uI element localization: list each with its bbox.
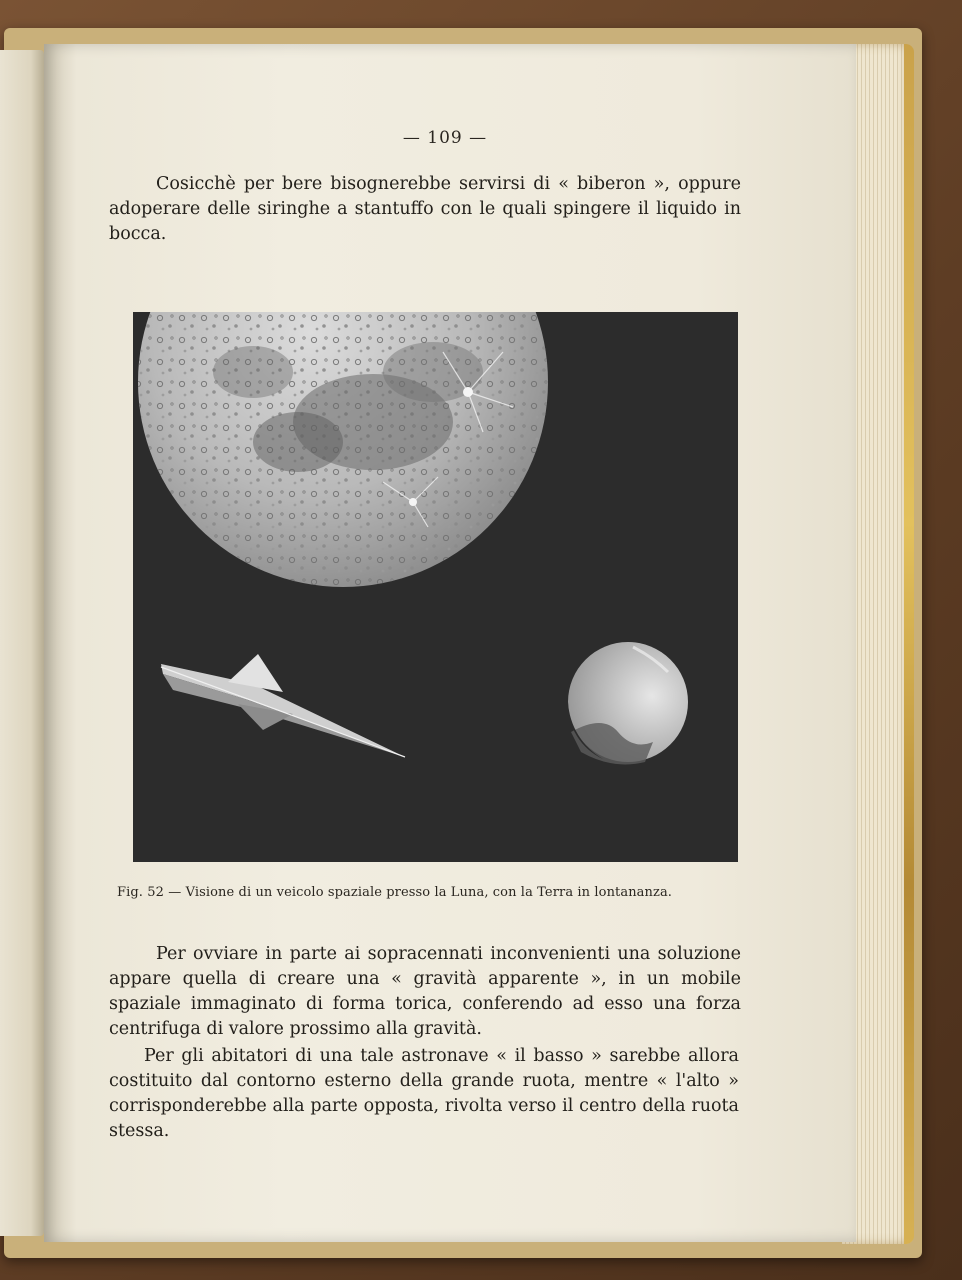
paragraph-3: Per gli abitatori di una tale astronave « il basso » sarebbe allora costituito dal contorno esterno della grande ruota, mentre « l'alto » corrisponderebbe alla parte opposta, rivolta verso il centro della ruota stessa. <box>109 1046 739 1141</box>
figure-illustration <box>133 312 738 862</box>
left-page-edge <box>0 50 44 1236</box>
moon-earth-spacecraft-illustration <box>133 312 738 862</box>
figure-caption: Fig. 52 — Visione di un veicolo spaziale presso la Luna, con la Terra in lontananza. <box>117 885 673 900</box>
page-number: — 109 — <box>402 128 488 148</box>
paragraph-2: Per ovviare in parte ai sopracennati inconvenienti una soluzione appare quella di creare una « gravità apparente », in un mobile spaziale immaginato di forma torica, conferendo ad esso una forza centrifuga di valore prossimo alla gravità. <box>109 944 741 1039</box>
paragraph-1: Cosicchè per bere bisognerebbe servirsi di « biberon », oppure adoperare delle siringhe a stantuffo con le quali spingere il liquido in bocca. <box>109 174 741 244</box>
